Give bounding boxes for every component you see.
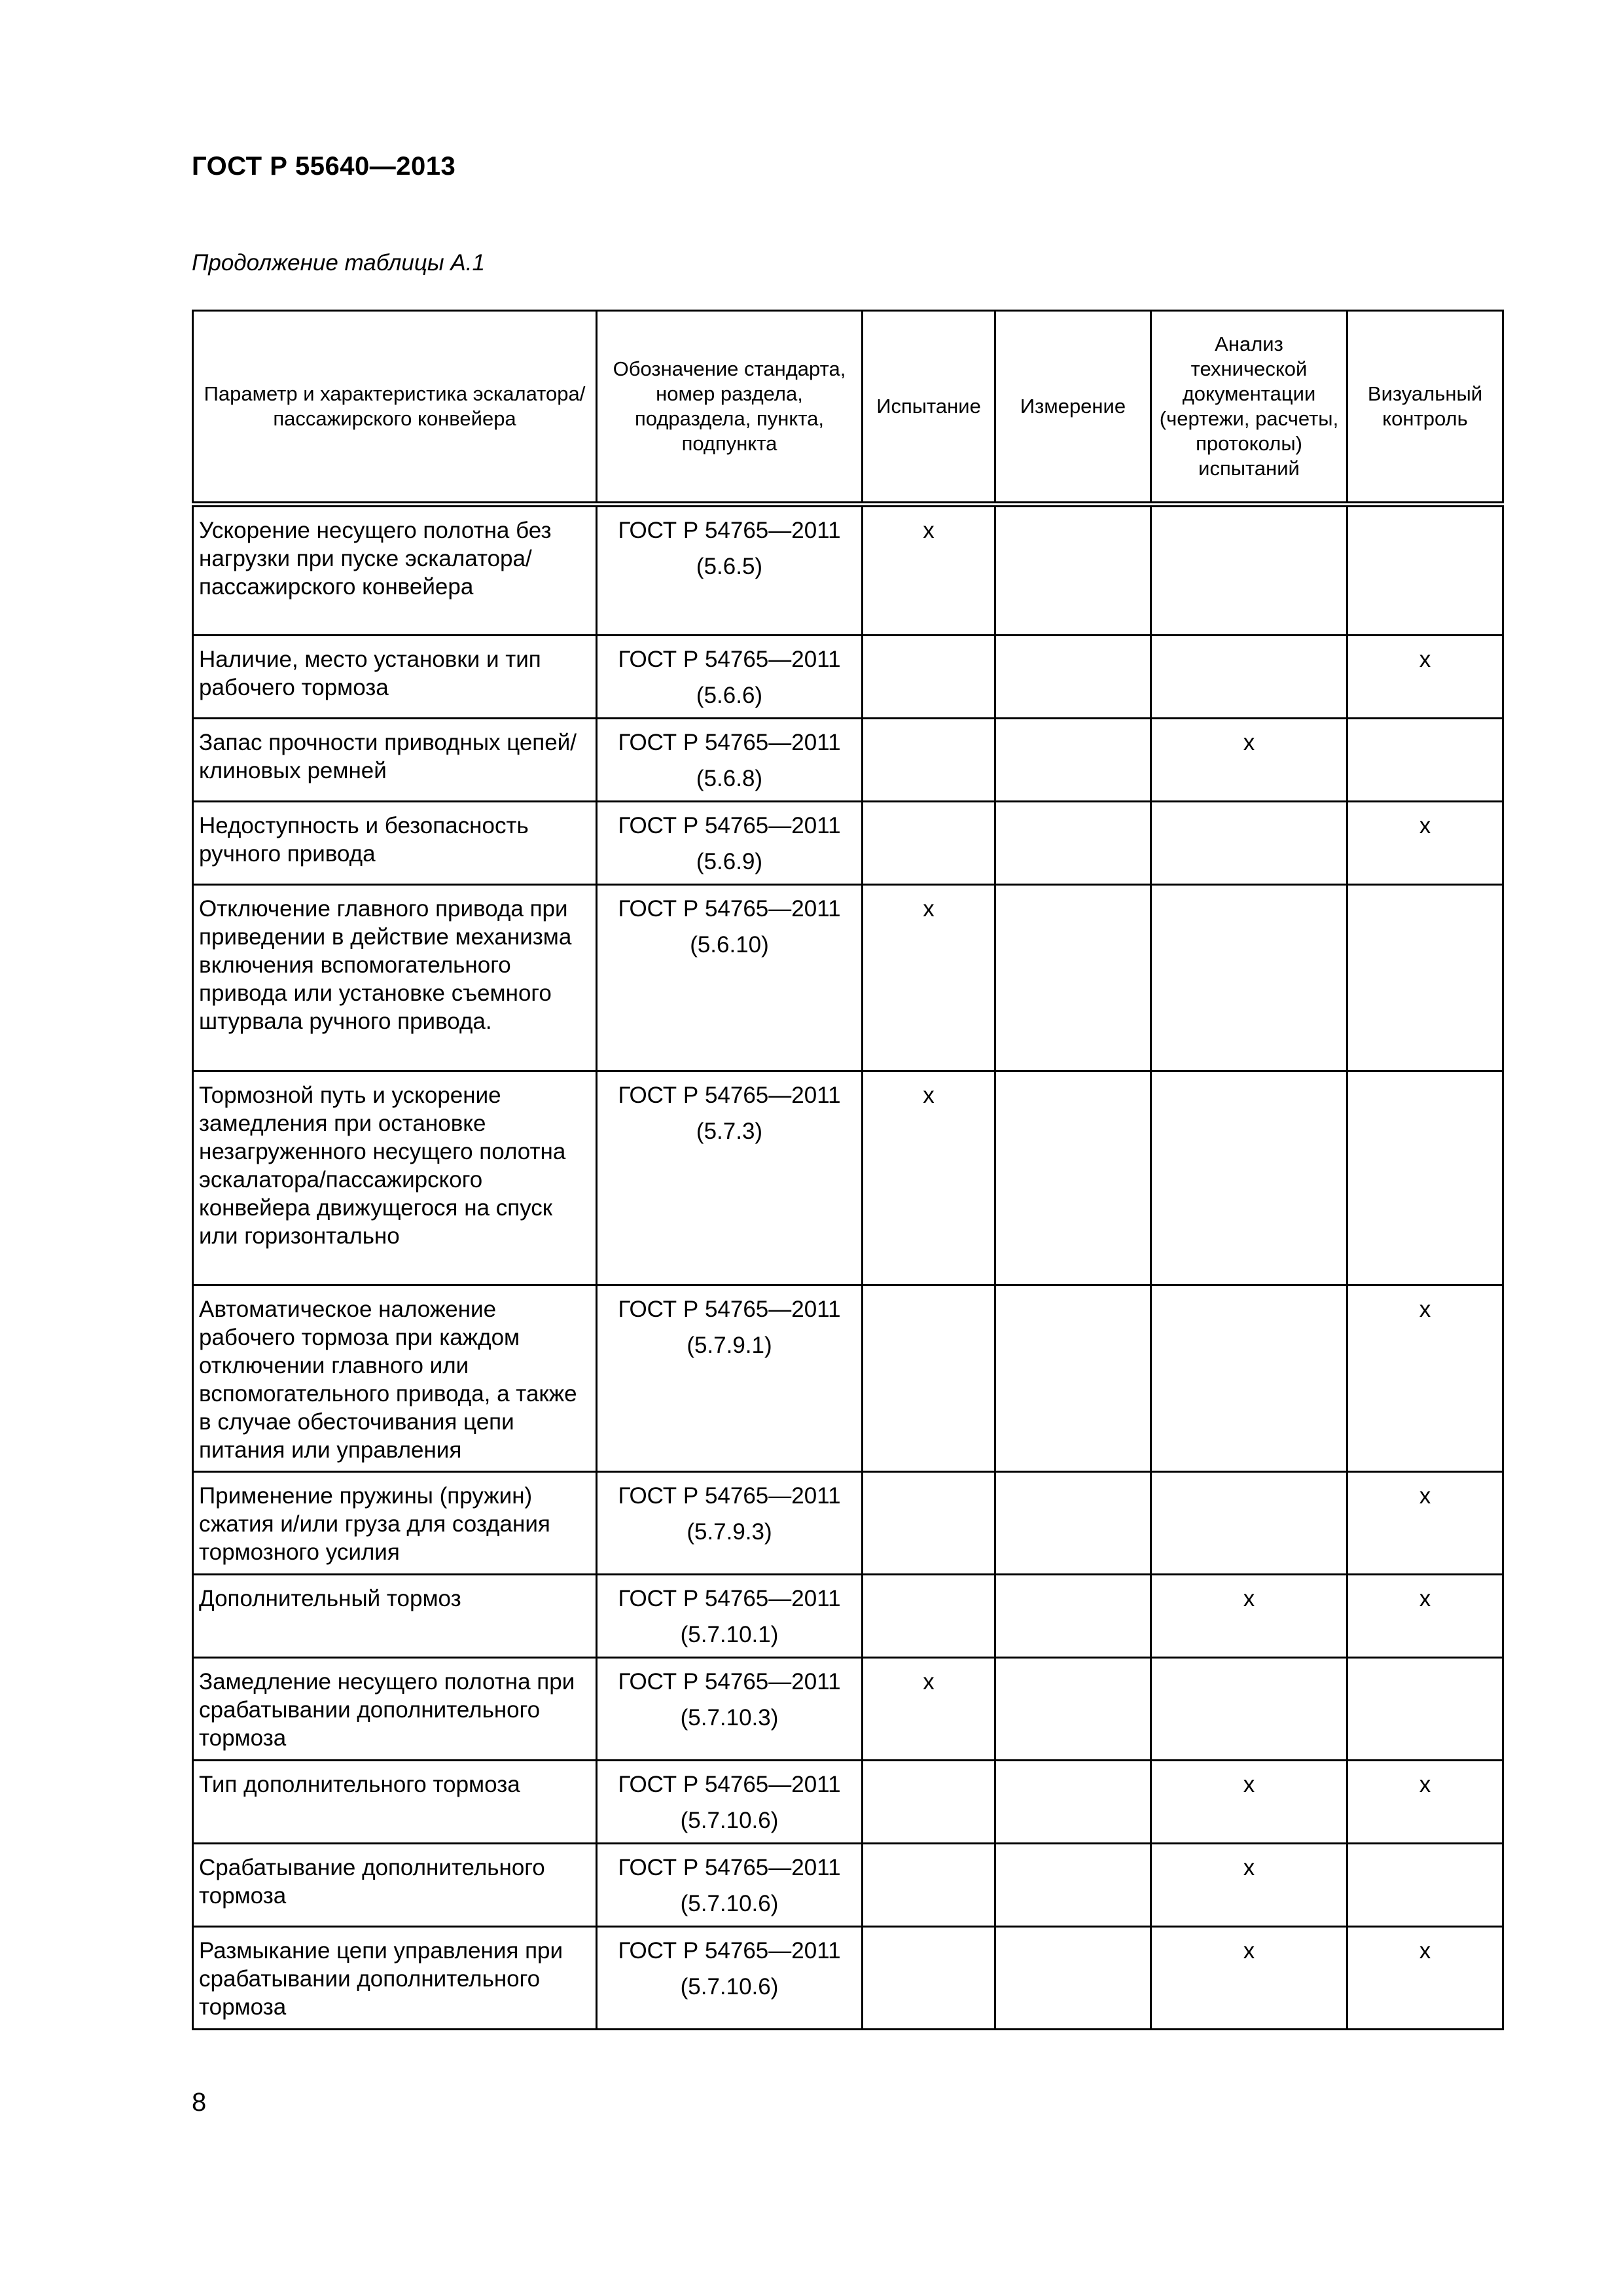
analysis-mark: x (1151, 1575, 1347, 1658)
measurement-mark (995, 885, 1151, 1071)
measurement-mark (995, 802, 1151, 885)
test-mark (863, 1285, 995, 1472)
analysis-mark (1151, 885, 1347, 1071)
test-mark: x (863, 885, 995, 1071)
clause-number: (5.6.9) (696, 849, 763, 874)
visual-mark (1347, 505, 1503, 636)
parameter-cell: Отключение главного привода при приведении в действие механизма включения вспомогательного привода или установке съемного штурвала ручного привода. (193, 885, 597, 1071)
table-row (193, 1927, 1503, 2030)
measurement-mark (995, 719, 1151, 802)
column-header-parameter: Параметр и характеристика эскалатора/пассажирского конвейера (193, 311, 597, 505)
table-row (193, 885, 1503, 1071)
standard-reference: ГОСТ Р 54765—2011 (618, 813, 841, 838)
standard-reference: ГОСТ Р 54765—2011 (618, 1938, 841, 1964)
parameter-cell: Размыкание цепи управления при срабатывании дополнительного тормоза (193, 1927, 597, 2030)
table-row (193, 1844, 1503, 1927)
analysis-mark (1151, 802, 1347, 885)
test-mark (863, 636, 995, 719)
measurement-mark (995, 1761, 1151, 1844)
table-row (193, 1658, 1503, 1761)
table-row (193, 1285, 1503, 1472)
standard-cell (597, 1071, 863, 1285)
visual-mark (1347, 1844, 1503, 1927)
standard-cell (597, 802, 863, 885)
measurement-mark (995, 1844, 1151, 1927)
page-number: 8 (192, 2088, 207, 2117)
document-title: ГОСТ Р 55640—2013 (192, 152, 456, 181)
standard-cell (597, 636, 863, 719)
standard-cell (597, 1658, 863, 1761)
visual-mark (1347, 885, 1503, 1071)
table-row (193, 719, 1503, 802)
clause-number: (5.6.8) (696, 766, 763, 791)
standard-cell (597, 1927, 863, 2030)
visual-mark: x (1347, 636, 1503, 719)
measurement-mark (995, 1927, 1151, 2030)
analysis-mark (1151, 1285, 1347, 1472)
parameter-cell: Запас прочности приводных цепей/клиновых ремней (193, 719, 597, 802)
standard-cell (597, 885, 863, 1071)
analysis-mark: x (1151, 719, 1347, 802)
visual-mark: x (1347, 802, 1503, 885)
test-mark (863, 719, 995, 802)
test-mark: x (863, 505, 995, 636)
table-continuation-caption: Продолжение таблицы А.1 (192, 250, 485, 276)
analysis-mark: x (1151, 1844, 1347, 1927)
measurement-mark (995, 636, 1151, 719)
visual-mark: x (1347, 1575, 1503, 1658)
visual-mark (1347, 1658, 1503, 1761)
column-header-measurement: Измерение (995, 311, 1151, 505)
parameter-cell: Недоступность и безопасность ручного привода (193, 802, 597, 885)
measurement-mark (995, 1575, 1151, 1658)
column-header-documentation-analysis: Анализ технической документации (чертежи, расчеты, протоколы) испытаний (1151, 311, 1347, 505)
parameter-cell: Наличие, место установки и тип рабочего тормоза (193, 636, 597, 719)
visual-mark (1347, 1071, 1503, 1285)
analysis-mark: x (1151, 1761, 1347, 1844)
test-mark (863, 1927, 995, 2030)
clause-number: (5.6.5) (696, 554, 763, 579)
table-header (193, 311, 1503, 505)
standard-reference: ГОСТ Р 54765—2011 (618, 730, 841, 755)
column-header-visual-inspection: Визуальный контроль (1347, 311, 1503, 505)
table-row (193, 1472, 1503, 1575)
parameter-cell: Дополнительный тормоз (193, 1575, 597, 1658)
standard-reference: ГОСТ Р 54765—2011 (618, 1083, 841, 1108)
parameter-cell: Тормозной путь и ускорение замедления при остановке незагруженного несущего полотна эскалатора/пассажирского конвейера движущегося на спуск или горизонтально (193, 1071, 597, 1285)
clause-number: (5.7.10.3) (680, 1705, 779, 1731)
measurement-mark (995, 1658, 1151, 1761)
analysis-mark (1151, 1658, 1347, 1761)
column-header-test: Испытание (863, 311, 995, 505)
table-row (193, 1071, 1503, 1285)
visual-mark: x (1347, 1472, 1503, 1575)
standard-reference: ГОСТ Р 54765—2011 (618, 896, 841, 922)
standard-cell (597, 505, 863, 636)
parameter-cell: Автоматическое наложение рабочего тормоза при каждом отключении главного или вспомогательного привода, а также в случае обесточивания цепи питания или управления (193, 1285, 597, 1472)
visual-mark: x (1347, 1927, 1503, 2030)
table-row (193, 802, 1503, 885)
column-header-standard: Обозначение стандарта, номер раздела, подраздела, пункта, подпункта (597, 311, 863, 505)
table-body (193, 505, 1503, 2030)
analysis-mark (1151, 1071, 1347, 1285)
parameter-cell: Применение пружины (пружин) сжатия и/или груза для создания тормозного усилия (193, 1472, 597, 1575)
visual-mark: x (1347, 1761, 1503, 1844)
measurement-mark (995, 505, 1151, 636)
table-row (193, 1575, 1503, 1658)
analysis-mark (1151, 636, 1347, 719)
parameter-cell: Ускорение несущего полотна без нагрузки при пуске эскалатора/пассажирского конвейера (193, 505, 597, 636)
analysis-mark (1151, 1472, 1347, 1575)
clause-number: (5.7.10.6) (680, 1974, 779, 2000)
clause-number: (5.7.9.3) (687, 1519, 772, 1545)
clause-number: (5.7.9.1) (687, 1333, 772, 1358)
test-mark (863, 1575, 995, 1658)
parameter-cell: Замедление несущего полотна при срабатывании дополнительного тормоза (193, 1658, 597, 1761)
clause-number: (5.6.6) (696, 683, 763, 708)
analysis-mark: x (1151, 1927, 1347, 2030)
clause-number: (5.7.10.1) (680, 1622, 779, 1647)
measurement-mark (995, 1071, 1151, 1285)
standard-reference: ГОСТ Р 54765—2011 (618, 1483, 841, 1509)
standard-reference: ГОСТ Р 54765—2011 (618, 1586, 841, 1611)
standard-reference: ГОСТ Р 54765—2011 (618, 647, 841, 672)
clause-number: (5.7.10.6) (680, 1891, 779, 1916)
test-mark: x (863, 1071, 995, 1285)
table-row (193, 1761, 1503, 1844)
standard-cell (597, 1472, 863, 1575)
header-row (193, 311, 1503, 505)
test-mark: x (863, 1658, 995, 1761)
standard-cell (597, 1285, 863, 1472)
clause-number: (5.7.3) (696, 1119, 763, 1144)
visual-mark (1347, 719, 1503, 802)
test-mark (863, 1761, 995, 1844)
standard-reference: ГОСТ Р 54765—2011 (618, 1772, 841, 1797)
table-row (193, 505, 1503, 636)
conformity-table (192, 310, 1504, 2030)
standard-reference: ГОСТ Р 54765—2011 (618, 1669, 841, 1695)
analysis-mark (1151, 505, 1347, 636)
measurement-mark (995, 1472, 1151, 1575)
test-mark (863, 1472, 995, 1575)
table-row (193, 636, 1503, 719)
parameter-cell: Срабатывание дополнительного тормоза (193, 1844, 597, 1927)
standard-reference: ГОСТ Р 54765—2011 (618, 1855, 841, 1880)
standard-reference: ГОСТ Р 54765—2011 (618, 518, 841, 543)
parameter-cell: Тип дополнительного тормоза (193, 1761, 597, 1844)
standard-cell (597, 1844, 863, 1927)
clause-number: (5.7.10.6) (680, 1808, 779, 1833)
measurement-mark (995, 1285, 1151, 1472)
clause-number: (5.6.10) (690, 932, 769, 958)
standard-cell (597, 1575, 863, 1658)
test-mark (863, 1844, 995, 1927)
test-mark (863, 802, 995, 885)
standard-cell (597, 719, 863, 802)
standard-reference: ГОСТ Р 54765—2011 (618, 1297, 841, 1322)
visual-mark: x (1347, 1285, 1503, 1472)
standard-cell (597, 1761, 863, 1844)
